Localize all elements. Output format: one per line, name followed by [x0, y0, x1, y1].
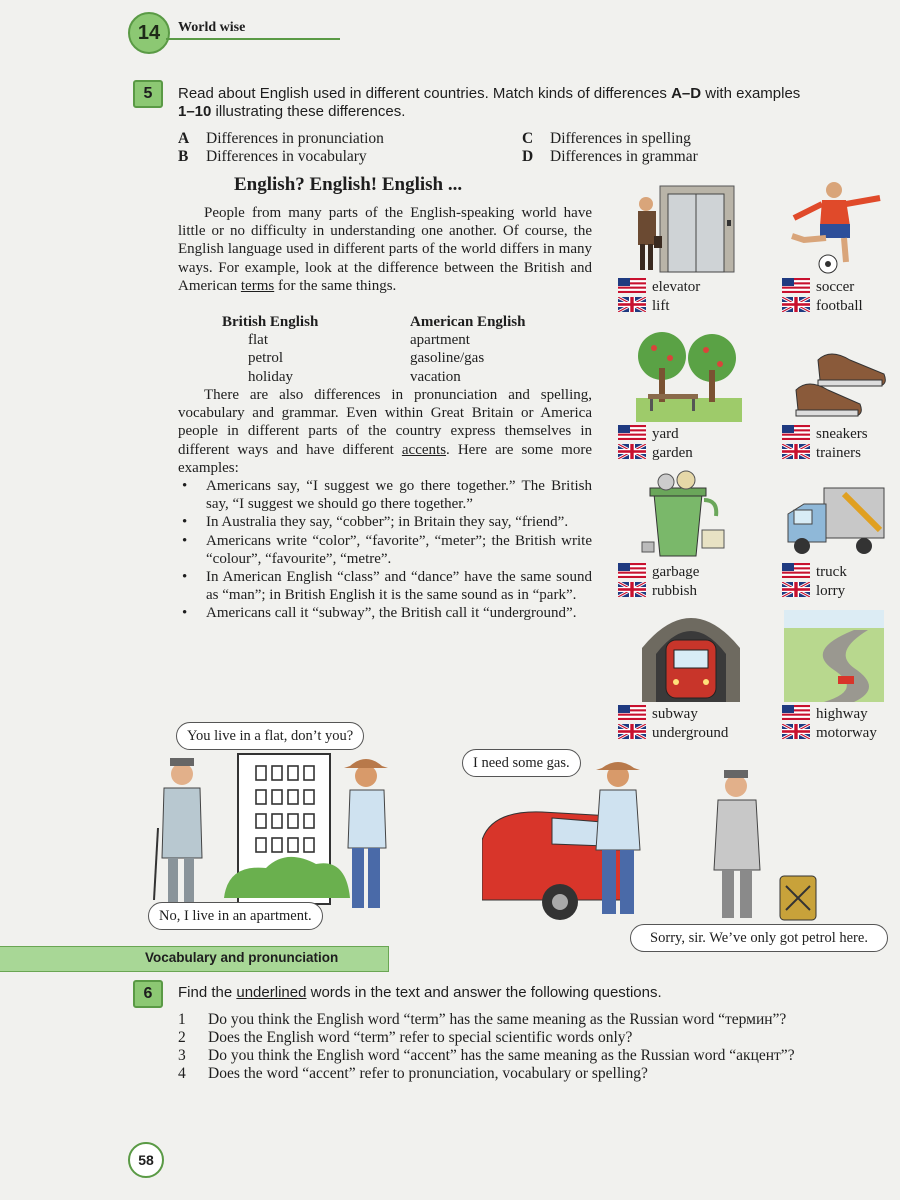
list-item: • In Australia they say, “cobber”; in Britain they say, “friend”. — [178, 513, 592, 531]
page-number: 58 — [128, 1142, 164, 1178]
picture-label-yard: yard — [618, 425, 679, 444]
sneakers-icon — [790, 340, 890, 420]
unit-title: World wise — [178, 20, 246, 35]
picture-label-football: football — [782, 297, 863, 316]
us-flag-icon — [782, 563, 810, 578]
category-a: A Differences in pronunciation — [178, 130, 384, 147]
question-item: 1 Do you think the English word “term” has the same meaning as the Russian word “термин”? — [178, 1011, 787, 1028]
picture-label-underground: underground — [618, 724, 728, 743]
picture-label-lorry: lorry — [782, 582, 845, 601]
list-item: • Americans call it “subway”, the British call it “underground”. — [178, 604, 592, 622]
list-item: • In American English “class” and “dance” have the same sound as “man”; in British English it is the same sound as in “park”. — [178, 568, 592, 604]
us-flag-icon — [782, 278, 810, 293]
uk-flag-icon — [782, 724, 810, 739]
accent-underlined: accents — [401, 441, 447, 458]
vocab-table: British English American English flat apartment petrol gasoline/gas holiday vacation — [222, 314, 526, 385]
question-item: 3 Do you think the English word “accent” has the same meaning as the Russian word “акцент”? — [178, 1047, 795, 1064]
garbage-icon — [636, 470, 736, 562]
article-paragraph-2: There are also differences in pronunciation and spelling, vocabulary and grammar. Even within Great Britain or America people in different parts of the country express themselves in different ways and have different accents. Here are some more examples: • Americans say, “I suggest we go there together.” The British say, “I suggest we should go there together.” • In Australia they say, “cobber”; in Britain they say, “friend”. • Americans write “color”, “favorite”, “meter”; the British write “colour”, “favourite”, “metre”. • In American English “class” and “dance” have the same sound as “man”; in British English it is the same sound as in “park”. • Americans call it “subway”, the British call it “underground”. — [178, 386, 592, 623]
speech-bubble-1: You live in a flat, don’t you? — [176, 722, 364, 750]
picture-label-rubbish: rubbish — [618, 582, 697, 601]
subway-icon — [642, 608, 740, 702]
exercise-5-number: 5 — [133, 80, 163, 108]
us-flag-icon — [618, 278, 646, 293]
article-paragraph-1: People from many parts of the English-speaking world have little or no difficulty in understanding one another. Of course, the English language used in different parts of the world differs in many ways. For example, look at the difference between the British and American terms for the same things. — [178, 205, 592, 294]
picture-label-elevator: elevator — [618, 278, 700, 297]
unit-number-badge: 14 — [128, 12, 170, 54]
picture-label-garden: garden — [618, 444, 693, 463]
speech-bubble-3: I need some gas. — [462, 749, 581, 777]
examples-list — [178, 477, 592, 623]
picture-label-trainers: trainers — [782, 444, 861, 463]
us-flag-icon — [782, 425, 810, 440]
highway-icon — [784, 610, 884, 702]
speech-bubble-2: No, I live in an apartment. — [148, 902, 323, 930]
picture-label-sneakers: sneakers — [782, 425, 868, 444]
picture-label-highway: highway — [782, 705, 868, 724]
uk-flag-icon — [618, 297, 646, 312]
uk-flag-icon — [618, 582, 646, 597]
uk-flag-icon — [782, 582, 810, 597]
question-item: 2 Does the English word “term” refer to special scientific words only? — [178, 1029, 633, 1046]
exercise-6-number: 6 — [133, 980, 163, 1008]
uk-flag-icon — [618, 724, 646, 739]
picture-label-lift: lift — [618, 297, 670, 316]
section-title: Vocabulary and pronunciation — [145, 950, 339, 965]
us-flag-icon — [782, 705, 810, 720]
us-flag-icon — [618, 563, 646, 578]
list-item: • Americans write “color”, “favorite”, “meter”; the British write “colour”, “favourite”, “metre”. — [178, 532, 592, 568]
picture-label-soccer: soccer — [782, 278, 854, 297]
us-flag-icon — [618, 705, 646, 720]
truck-icon — [784, 484, 888, 560]
category-d: D Differences in grammar — [522, 148, 698, 165]
uk-flag-icon — [618, 444, 646, 459]
picture-label-truck: truck — [782, 563, 847, 582]
picture-label-garbage: garbage — [618, 563, 699, 582]
header-divider — [166, 38, 340, 40]
us-flag-icon — [618, 425, 646, 440]
exercise-5-instruction: Read about English used in different countries. Match kinds of differences A–D with examples 1–10 illustrating these differences. — [178, 85, 801, 120]
question-item: 4 Does the word “accent” refer to pronunciation, vocabulary or spelling? — [178, 1065, 648, 1082]
picture-label-subway: subway — [618, 705, 698, 724]
scene-flat-apartment-illustration — [146, 748, 406, 928]
questions-list — [178, 1011, 868, 1083]
list-item: • Americans say, “I suggest we go there together.” The British say, “I suggest we should go there together.” — [178, 477, 592, 513]
elevator-icon — [630, 184, 740, 274]
article-title: English? English! English ... — [234, 174, 463, 195]
uk-flag-icon — [782, 297, 810, 312]
term-underlined: terms — [240, 277, 275, 294]
soccer-icon — [784, 178, 890, 276]
picture-label-motorway: motorway — [782, 724, 877, 743]
speech-bubble-4: Sorry, sir. We’ve only got petrol here. — [630, 924, 888, 952]
uk-flag-icon — [782, 444, 810, 459]
exercise-6-instruction: Find the underlined words in the text and answer the following questions. — [178, 984, 662, 1001]
yard-icon — [636, 328, 742, 422]
category-c: C Differences in spelling — [522, 130, 691, 147]
scene-gas-petrol-illustration — [482, 760, 828, 930]
category-b: B Differences in vocabulary — [178, 148, 367, 165]
